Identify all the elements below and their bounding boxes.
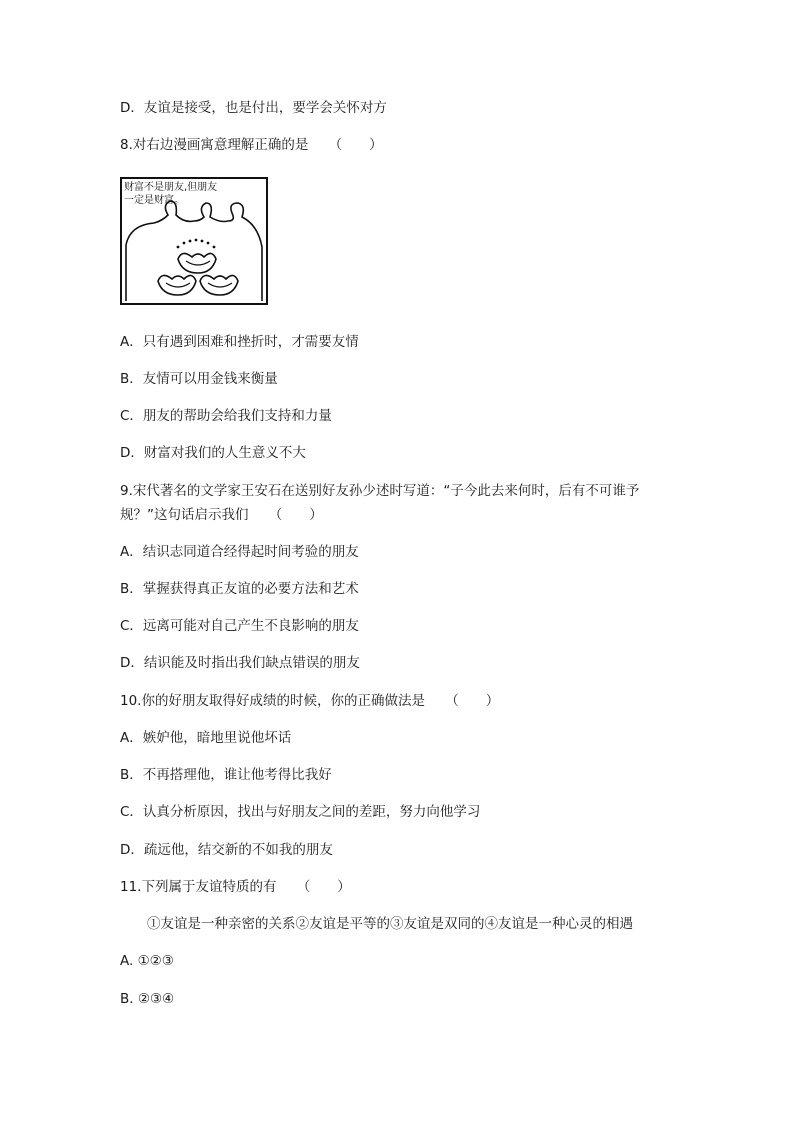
q8-option-b: B．友情可以用金钱来衡量 [120, 371, 278, 387]
q8-option-a: A．只有遇到困难和挫折时，才需要友情 [120, 334, 359, 350]
q8-option-d: D．财富对我们的人生意义不大 [120, 445, 306, 461]
q10-option-d: D．疏远他，结交新的不如我的朋友 [120, 842, 333, 858]
q11-stem: ①友谊是一种亲密的关系②友谊是平等的③友谊是双同的④友谊是一种心灵的相遇 [147, 916, 633, 932]
q9-option-b: B．掌握获得真正友谊的必要方法和艺术 [120, 581, 359, 597]
q10-option-a: A．嫉妒他，暗地里说他坏话 [120, 730, 292, 746]
line-q7-option-d: D．友谊是接受，也是付出，要学会关怀对方 [120, 100, 387, 116]
cartoon-caption-line1: 财富不是朋友,但朋友 [124, 182, 218, 193]
cartoon-caption-line2: 一定是财富。 [124, 195, 184, 206]
q11-option-a: A. ①②③ [120, 953, 174, 969]
q9-option-c: C．远离可能对自己产生不良影响的朋友 [120, 618, 359, 634]
q9-option-d: D．结识能及时指出我们缺点错误的朋友 [120, 655, 360, 671]
q11-option-b: B. ②③④ [120, 991, 175, 1007]
cartoon-caption [124, 181, 217, 207]
q8-option-c: C．朋友的帮助会给我们支持和力量 [120, 408, 332, 424]
q9-option-a: A．结识志同道合经得起时间考验的朋友 [120, 544, 359, 560]
question-8: 8.对右边漫画寓意理解正确的是 （ ） [120, 137, 383, 153]
question-9-line2: 规？”这句话启示我们 （ ） [120, 507, 323, 523]
question-10: 10.你的好朋友取得好成绩的时候，你的正确做法是 （ ） [120, 693, 500, 709]
q10-option-c: C．认真分析原因，找出与好朋友之间的差距，努力向他学习 [120, 804, 481, 820]
q10-option-b: B．不再搭理他，谁让他考得比我好 [120, 767, 332, 783]
cartoon-image [120, 177, 268, 305]
question-9-line1: 9.宋代著名的文学家王安石在送别好友孙少述时写道：“子今此去来何时，后有不可谁予 [120, 483, 640, 499]
question-11: 11.下列属于友谊特质的有 （ ） [120, 879, 351, 895]
